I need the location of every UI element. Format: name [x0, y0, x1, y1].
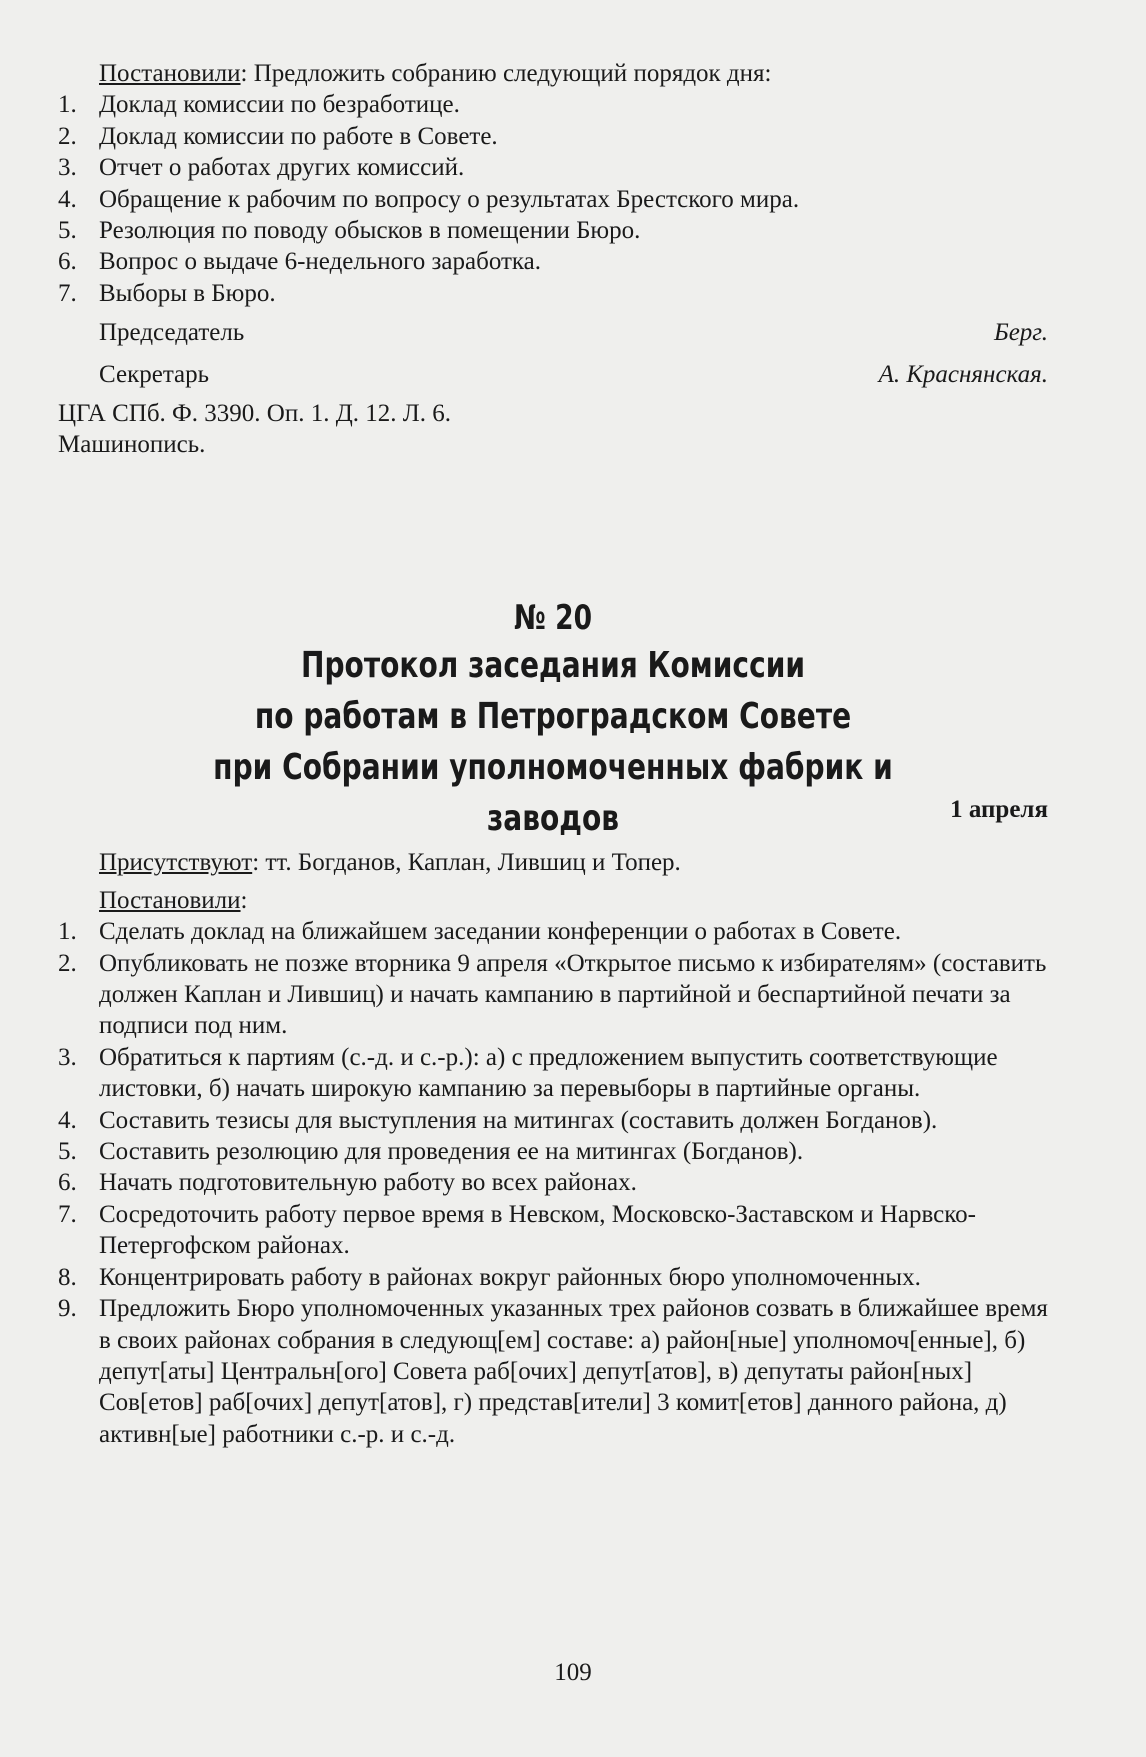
resolved-line: Постановили: — [99, 886, 248, 914]
list-item: 6. Начать подготовительную работу во всех районах. — [58, 1169, 637, 1197]
title-line-2: по работам в Петроградском Совете — [254, 696, 852, 737]
agenda-list — [58, 89, 1048, 309]
present-label: Присутствуют — [99, 849, 253, 877]
list-item: 1. Доклад комиссии по безработице. — [58, 91, 460, 119]
resolved-label: Постановили — [99, 886, 241, 914]
resolved-line: Постановили: Предложить собранию следующий порядок дня: — [99, 60, 772, 87]
protocol-body — [58, 794, 1048, 1450]
typescript-note: Машинопись. — [58, 431, 206, 459]
list-item: 6. Вопрос о выдаче 6-недельного заработка. — [58, 248, 542, 276]
document-number: № 20 — [513, 598, 593, 638]
list-item: 4. Составить тезисы для выступления на митингах (составить должен Богданов). — [58, 1106, 938, 1134]
resolved-label: Постановили — [99, 60, 241, 87]
list-item: 1. Сделать доклад на ближайшем заседании конференции о работах в Совете. — [58, 918, 902, 946]
list-item: 7. Выборы в Бюро. — [58, 279, 276, 307]
list-item: 2. Опубликовать не позже вторника 9 апреля «Открытое письмо к избирателям» (составить должен Каплан и Лившиц) и начать кампанию в партийной и беспартийной печати за подписи под ним. — [58, 949, 1047, 1040]
list-item: 5. Составить резолюцию для проведения ее на митингах (Богданов). — [58, 1138, 804, 1166]
list-item: 7. Сосредоточить работу первое время в Невском, Московско-Заставском и Нарвско-Петергофском районах. — [58, 1200, 976, 1260]
secretary-signature: Секретарь А. Краснянская. — [99, 360, 1048, 388]
title-line-1: Протокол заседания Комиссии — [300, 645, 806, 686]
present-line: Присутствуют: тт. Богданов, Каплан, Лившиц и Топер. — [99, 849, 681, 877]
list-item: 4. Обращение к рабочим по вопросу о результатах Брестского мира. — [58, 185, 800, 213]
document-date: 1 апреля — [950, 796, 1048, 823]
list-item: 5. Резолюция по поводу обысков в помещении Бюро. — [58, 217, 641, 245]
chairman-signature: Председатель Берг. — [99, 319, 1048, 347]
previous-protocol-end — [58, 58, 1048, 461]
list-item: 9. Предложить Бюро уполномоченных указанных трех районов созвать в ближайшее время в своих районах собрания в следующ[ем] составе: а) район[ные] уполномоч[енные], б) депут[аты] Центральн[ого] Совета раб[очих] депут[атов], в) депутаты район[ных] Сов[етов] раб[очих] депут[атов], г) представ[ители] 3 комит[етов] данного района, д) активн[ые] работники с.-р. и с.-д. — [58, 1295, 1048, 1448]
list-item: 3. Отчет о работах других комиссий. — [58, 154, 465, 182]
archive-reference: ЦГА СПб. Ф. 3390. Оп. 1. Д. 12. Л. 6. — [58, 400, 451, 428]
resolutions-list — [58, 916, 1048, 1450]
page-number: 109 — [554, 1659, 592, 1686]
list-item: 2. Доклад комиссии по работе в Совете. — [58, 122, 498, 150]
title-line-3: при Собрании уполномоченных фабрик и заводов — [213, 747, 893, 839]
list-item: 8. Концентрировать работу в районах вокруг районных бюро уполномоченных. — [58, 1263, 921, 1291]
list-item: 3. Обратиться к партиям (с.-д. и с.-р.): а) с предложением выпустить соответствующие листовки, б) начать широкую кампанию за перевыборы в партийные органы. — [58, 1043, 998, 1103]
